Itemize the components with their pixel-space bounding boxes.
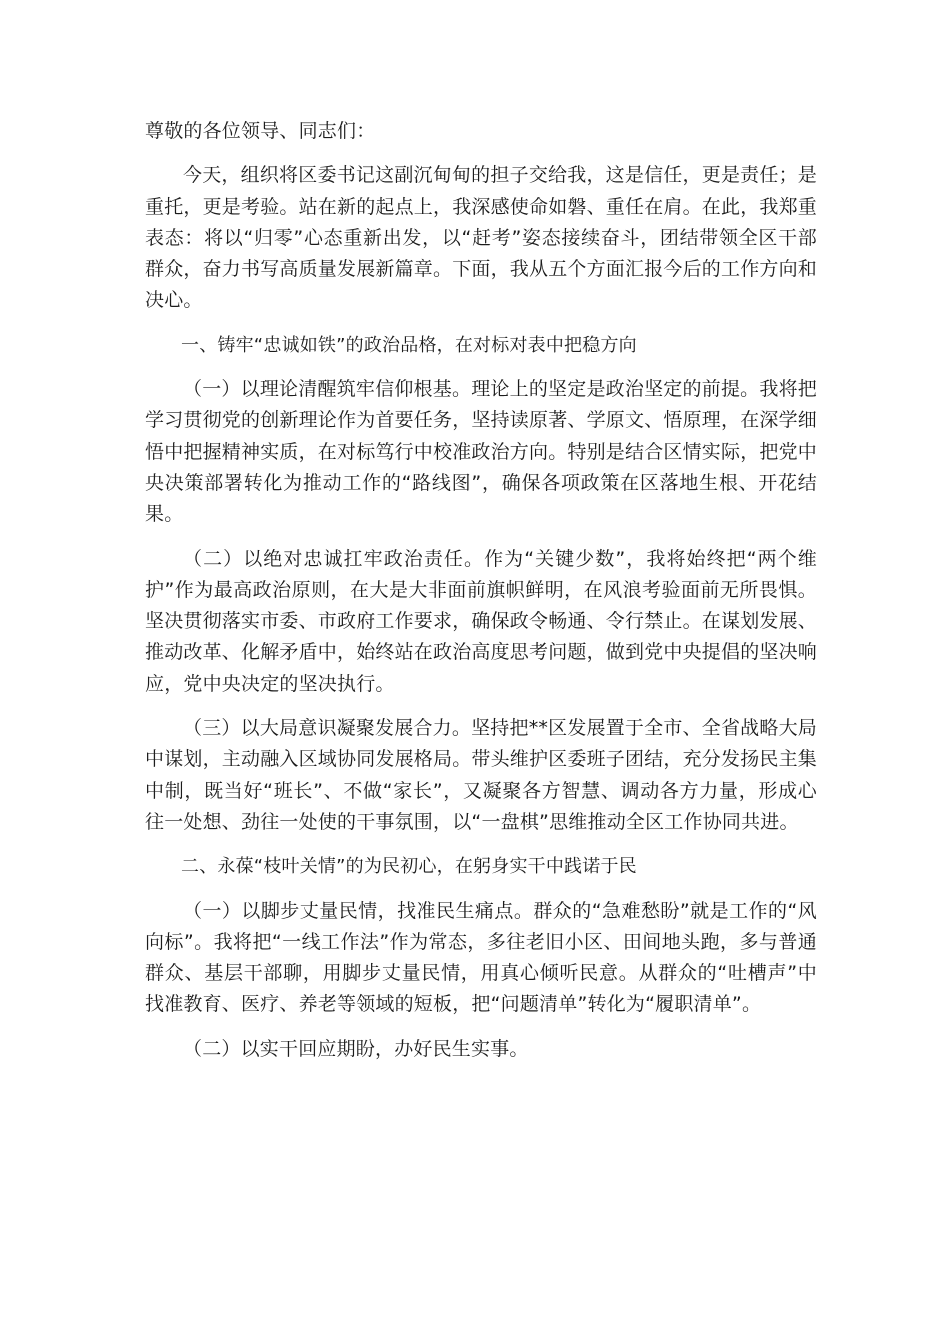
paragraph-2-1 [145,896,817,1021]
salutation: 尊敬的各位领导、同志们： [145,120,376,142]
document-body [145,116,817,1078]
paragraph-2-2 [145,1034,817,1065]
paragraph-text: 理论上的坚定是政治坚定的前提。我将把学习贯彻党的创新理论作为首要任务，坚持读原著、学原文、悟原理，在深学细悟中把握精神实质，在对标笃行中校准政治方向。特别是结合区情实际，把党中央决策部署转化为推动工作的“路线图”，确保各项政策在区落地生根、开花结果。 [145,378,818,526]
paragraph-text: 坚持把**区发展置于全市、全省战略大局中谋划，主动融入区域协同发展格局。带头维护区委班子团结，充分发扬民主集中制，既当好“班长”、不做“家长”，又凝聚各方智慧、调动各方力量，形成心往一处想、劲往一处使的干事氛围，以“一盘棋”思维推动全区工作协同共进。 [145,717,818,833]
section-heading-1: 一、铸牢“忠诚如铁”的政治品格，在对标对表中把稳方向 [181,334,637,356]
intro-paragraph: 今天，组织将区委书记这副沉甸甸的担子交给我，这是信任，更是责任；是重托，更是考验。站在新的起点上，我深感使命如磐、重任在肩。在此，我郑重表态：将以“归零”心态重新出发，以“赶考”姿态接续奋斗，团结带领全区干部群众，奋力书写高质量发展新篇章。下面，我从五个方面汇报今后的工作方向和决心。 [145,164,818,312]
paragraph-text: 作为“关键少数”，我将始终把“两个维护”作为最高政治原则，在大是大非面前旗帜鲜明，在风浪考验面前无所畏惧。坚决贯彻落实市委、市政府工作要求，确保政令畅通、令行禁止。在谋划发展、推动改革、化解矛盾中，始终站在政治高度思考问题，做到党中央提倡的坚决响应，党中央决定的坚决执行。 [145,547,818,695]
paragraph-lead: （三）以大局意识凝聚发展合力。 [183,717,472,740]
paragraph-lead: （一）以理论清醒筑牢信仰根基。 [183,378,472,401]
section-heading-2: 二、永葆“枝叶关情”的为民初心，在躬身实干中践诺于民 [181,856,637,878]
paragraph-lead: （二）以实干回应期盼，办好民生实事。 [183,1037,529,1060]
paragraph-1-2 [145,544,817,700]
paragraph-lead: （一）以脚步丈量民情，找准民生痛点。 [183,899,534,922]
paragraph-1-3 [145,713,817,838]
paragraph-text: 群众的“急难愁盼”就是工作的“风向标”。我将把“一线工作法”作为常态，多往老旧小区、田间地头跑，多与普通群众、基层干部聊，用脚步丈量民情，用真心倾听民意。从群众的“吐槽声”中找准教育、医疗、养老等领域的短板，把“问题清单”转化为“履职清单”。 [145,899,817,1016]
paragraph-lead: （二）以绝对忠诚扛牢政治责任。 [183,547,485,570]
paragraph-1-1 [145,374,817,530]
